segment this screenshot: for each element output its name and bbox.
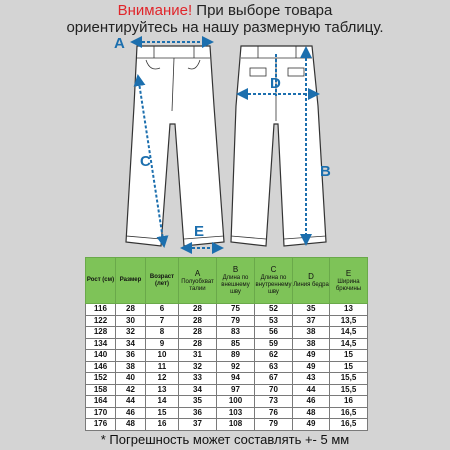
table-cell: 7 [146,315,179,327]
header-row [86,258,368,304]
table-cell: 76 [255,407,293,419]
table-cell: 122 [86,315,116,327]
table-cell: 6 [146,304,179,316]
table-row [86,407,368,419]
table-cell: 28 [179,304,217,316]
table-cell: 35 [293,304,330,316]
table-cell: 92 [217,361,255,373]
size-table [85,257,368,431]
column-header-4 [217,258,255,304]
table-cell: 32 [116,327,146,339]
column-label: Линия бедра [293,282,329,288]
table-cell: 28 [116,304,146,316]
column-letter: B [232,265,239,274]
table-cell: 116 [86,304,116,316]
column-label: Размер [119,277,142,283]
table-cell: 9 [146,338,179,350]
column-letter: D [308,272,314,281]
table-cell: 37 [179,419,217,431]
table-cell: 13,5 [330,315,368,327]
table-cell: 8 [146,327,179,339]
header-line-1-text: При выборе товара [192,2,333,19]
table-cell: 16 [330,396,368,408]
table-cell: 73 [255,396,293,408]
table-cell: 59 [255,338,293,350]
table-cell: 15 [146,407,179,419]
table-cell: 28 [179,327,217,339]
table-cell: 170 [86,407,116,419]
label-d: D [270,75,281,92]
table-cell: 28 [179,315,217,327]
table-cell: 31 [179,350,217,362]
warning-label: Внимание! [117,2,193,19]
table-cell: 15,5 [330,373,368,385]
table-cell: 14,5 [330,338,368,350]
column-label: Ширина брючины [335,278,362,292]
column-label: Полуобхват талии [181,278,214,292]
table-cell: 83 [217,327,255,339]
column-header-5 [255,258,293,304]
table-cell: 67 [255,373,293,385]
table-cell: 30 [116,315,146,327]
table-cell: 176 [86,419,116,431]
column-label: Возраст (лет) [149,273,175,287]
table-cell: 48 [293,407,330,419]
table-cell: 38 [293,327,330,339]
table-cell: 48 [116,419,146,431]
table-cell: 15 [330,361,368,373]
table-cell: 146 [86,361,116,373]
label-a: A [114,36,125,52]
column-header-3 [179,258,217,304]
pants-front-drawing [126,46,224,246]
table-cell: 53 [255,315,293,327]
table-cell: 37 [293,315,330,327]
column-header-1 [116,258,146,304]
table-row [86,373,368,385]
table-row [86,315,368,327]
table-cell: 28 [179,338,217,350]
table-cell: 34 [116,338,146,350]
table-row [86,361,368,373]
table-cell: 52 [255,304,293,316]
table-cell: 49 [293,361,330,373]
table-cell: 85 [217,338,255,350]
table-cell: 62 [255,350,293,362]
table-row [86,338,368,350]
table-cell: 33 [179,373,217,385]
table-cell: 32 [179,361,217,373]
table-cell: 35 [179,396,217,408]
table-cell: 13 [146,384,179,396]
table-cell: 56 [255,327,293,339]
table-cell: 108 [217,419,255,431]
table-row [86,384,368,396]
table-cell: 14 [146,396,179,408]
table-cell: 94 [217,373,255,385]
table-cell: 12 [146,373,179,385]
column-letter: C [270,265,277,274]
table-cell: 16,5 [330,407,368,419]
table-cell: 152 [86,373,116,385]
size-table-body [86,304,368,431]
table-cell: 79 [255,419,293,431]
label-e: E [194,223,205,240]
table-cell: 103 [217,407,255,419]
table-cell: 16,5 [330,419,368,431]
column-label: Длина по внешнему шву [221,275,250,295]
table-row [86,304,368,316]
column-header-6 [293,258,330,304]
table-cell: 140 [86,350,116,362]
table-cell: 15,5 [330,384,368,396]
table-cell: 49 [293,350,330,362]
table-cell: 89 [217,350,255,362]
table-cell: 44 [293,384,330,396]
pants-diagram [0,36,450,258]
column-label: Длина по внутреннему шву [255,275,292,295]
table-cell: 158 [86,384,116,396]
table-cell: 10 [146,350,179,362]
header-line-1 [0,2,450,19]
column-header-0 [86,258,116,304]
column-letter: A [194,268,201,278]
column-header-2 [146,258,179,304]
table-cell: 38 [116,361,146,373]
table-cell: 15 [330,350,368,362]
table-cell: 11 [146,361,179,373]
size-table-container [85,257,367,431]
label-c: C [140,153,151,170]
table-cell: 38 [293,338,330,350]
table-row [86,396,368,408]
table-cell: 97 [217,384,255,396]
table-cell: 49 [293,419,330,431]
label-b: B [320,163,331,180]
table-cell: 43 [293,373,330,385]
table-row [86,419,368,431]
column-letter: E [345,268,352,278]
column-header-7 [330,258,368,304]
column-label: Рост (см) [86,277,115,283]
table-row [86,327,368,339]
table-cell: 46 [293,396,330,408]
table-cell: 36 [179,407,217,419]
table-cell: 128 [86,327,116,339]
table-cell: 14,5 [330,327,368,339]
table-cell: 100 [217,396,255,408]
table-cell: 75 [217,304,255,316]
table-cell: 44 [116,396,146,408]
table-cell: 63 [255,361,293,373]
header [0,2,450,36]
table-cell: 34 [179,384,217,396]
table-cell: 79 [217,315,255,327]
size-table-header [86,258,368,304]
table-cell: 134 [86,338,116,350]
table-cell: 13 [330,304,368,316]
table-cell: 70 [255,384,293,396]
table-cell: 16 [146,419,179,431]
tolerance-note: * Погрешность может составлять +- 5 мм [100,432,350,447]
header-line-2: ориентируйтесь на нашу размерную таблицу. [66,19,384,36]
table-cell: 164 [86,396,116,408]
table-cell: 42 [116,384,146,396]
table-row [86,350,368,362]
table-cell: 40 [116,373,146,385]
table-cell: 46 [116,407,146,419]
table-cell: 36 [116,350,146,362]
